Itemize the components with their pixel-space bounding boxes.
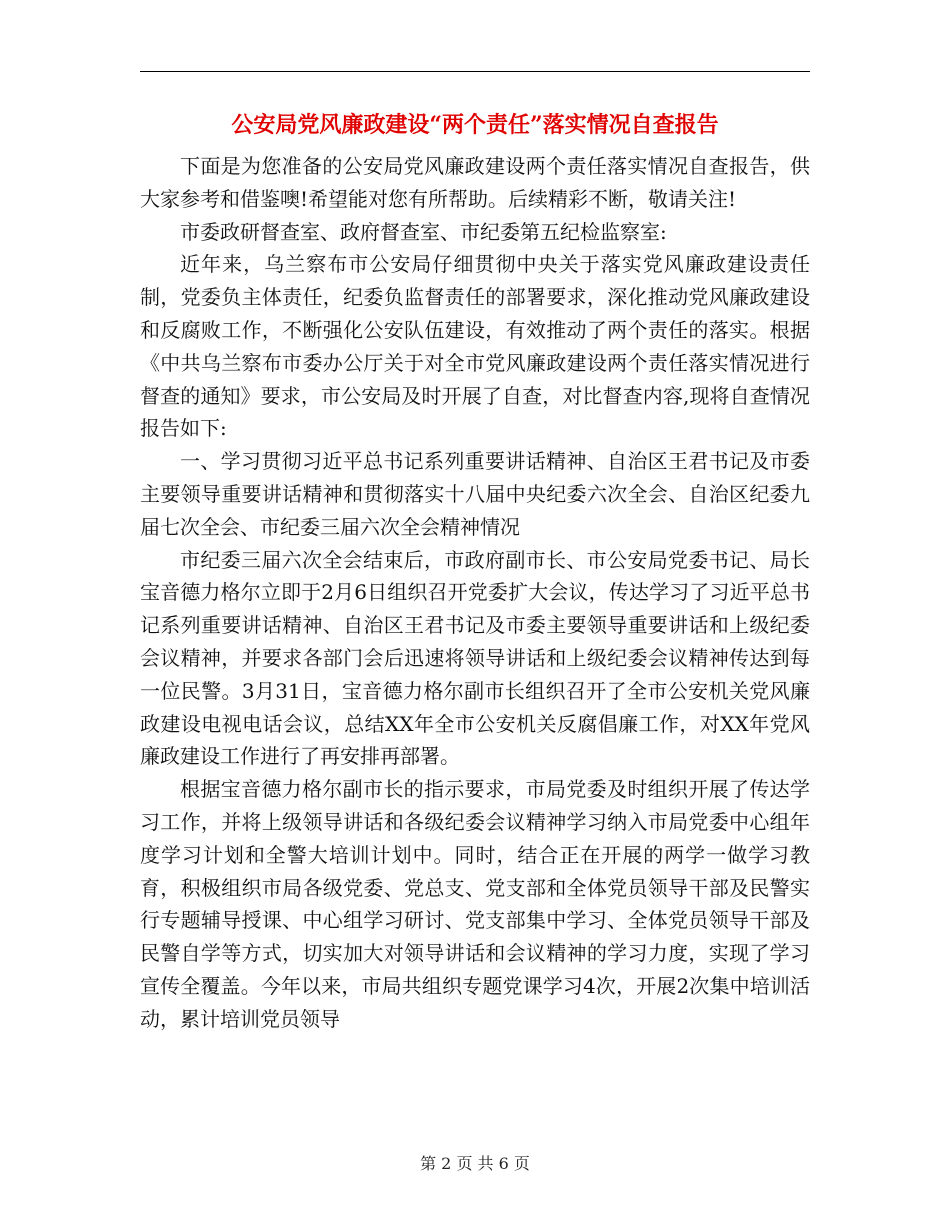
section-heading-1: 一、学习贯彻习近平总书记系列重要讲话精神、自治区王君书记及市委主要领导重要讲话精神和贯彻落实十八届中央纪委六次全会、自治区纪委九届七次全会、市纪委三届六次全会精神情况 (140, 449, 810, 539)
document-title: 公安局党风廉政建设“两个责任”落实情况自查报告 (231, 112, 719, 138)
paragraph-overview: 近年来，乌兰察布市公安局仔细贯彻中央关于落实党风廉政建设责任制，党委负主体责任，纪委负监督责任的部署要求，深化推动党风廉政建设和反腐败工作，不断强化公安队伍建设，有效推动了两个责任的落实。根据《中共乌兰察布市委办公厅关于对全市党风廉政建设两个责任落实情况进行督查的通知》要求，市公安局及时开展了自查，对比督查内容,现将自查情况报告如下: (140, 252, 810, 441)
paragraph-meeting: 市纪委三届六次全会结束后，市政府副市长、市公安局党委书记、局长宝音德力格尔立即于2月6日组织召开党委扩大会议，传达学习了习近平总书记系列重要讲话精神、自治区王君书记及市委主要领导重要讲话和上级纪委会议精神，并要求各部门会后迅速将领导讲话和上级纪委会议精神传达到每一位民警。3月31日，宝音德力格尔副市长组织召开了全市公安机关党风廉政建设电视电话会议，总结XX年全市公安机关反腐倡廉工作，对XX年党风廉政建设工作进行了再安排再部署。 (140, 547, 810, 769)
page-number: 第 2 页 共 6 页 (420, 1154, 530, 1173)
paragraph-intro: 下面是为您准备的公安局党风廉政建设两个责任落实情况自查报告，供大家参考和借鉴噢!希望能对您有所帮助。后续精彩不断，敬请关注! (140, 154, 810, 211)
document-body (140, 150, 810, 1036)
paragraph-salutation: 市委政研督查室、政府督查室、市纪委第五纪检监察室: (180, 219, 667, 244)
paragraph-study: 根据宝音德力格尔副市长的指示要求，市局党委及时组织开展了传达学习工作，并将上级领导讲话和各级纪委会议精神学习纳入市局党委中心组年度学习计划和全警大培训计划中。同时，结合正在开展的两学一做学习教育，积极组织市局各级党委、党总支、党支部和全体党员领导干部及民警实行专题辅导授课、中心组学习研讨、党支部集中学习、全体党员领导干部及民警自学等方式，切实加大对领导讲话和会议精神的学习力度，实现了学习宣传全覆盖。今年以来，市局共组织专题党课学习4次，开展2次集中培训活动，累计培训党员领导 (140, 777, 810, 1031)
header-rule (140, 71, 810, 72)
